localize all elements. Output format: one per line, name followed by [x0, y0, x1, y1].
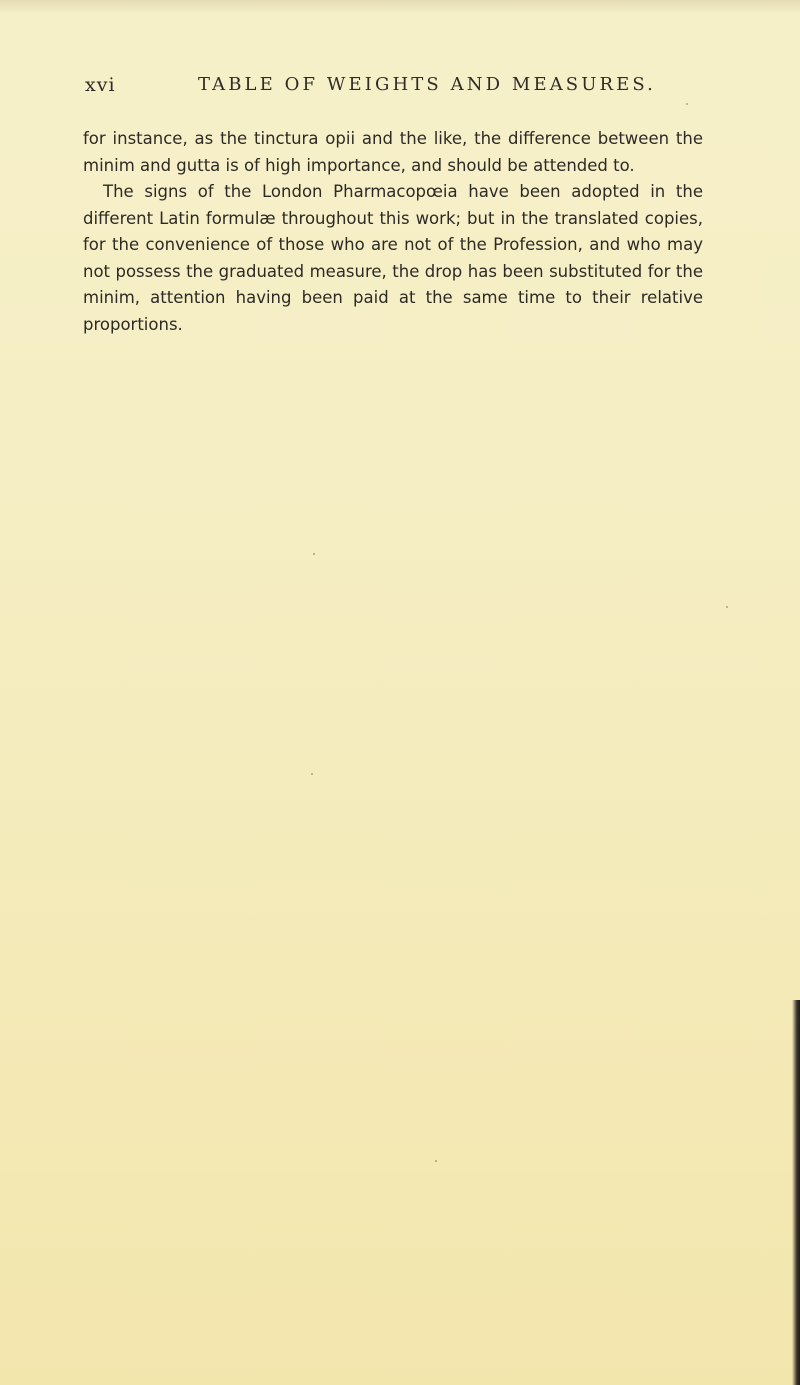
- paper-speck: [311, 773, 313, 775]
- scan-edge-shadow: [792, 1000, 800, 1385]
- paragraph-continuation: for instance, as the tinctura opii and the like, the difference between the minim and gutta is of high importance, and should be attended to.: [83, 129, 703, 175]
- page-number: xvi: [85, 74, 116, 96]
- body-text: [83, 126, 703, 338]
- running-head: [85, 74, 725, 104]
- paper-speck: [313, 553, 315, 555]
- paper-speck: [686, 103, 688, 105]
- paper-speck: [435, 1160, 437, 1162]
- scan-shadow: [0, 0, 800, 14]
- paragraph-signs: The signs of the London Pharmacopœia have been adopted in the different Latin formulæ throughout this work; but in the translated copies, for the convenience of those who are not of the Profession, and who may not possess the graduated measure, the drop has been substituted for the minim, attention having been paid at the same time to their relative proportions.: [83, 182, 703, 334]
- page-header-title: TABLE OF WEIGHTS AND MEASURES.: [198, 74, 656, 95]
- paper-speck: [726, 606, 728, 608]
